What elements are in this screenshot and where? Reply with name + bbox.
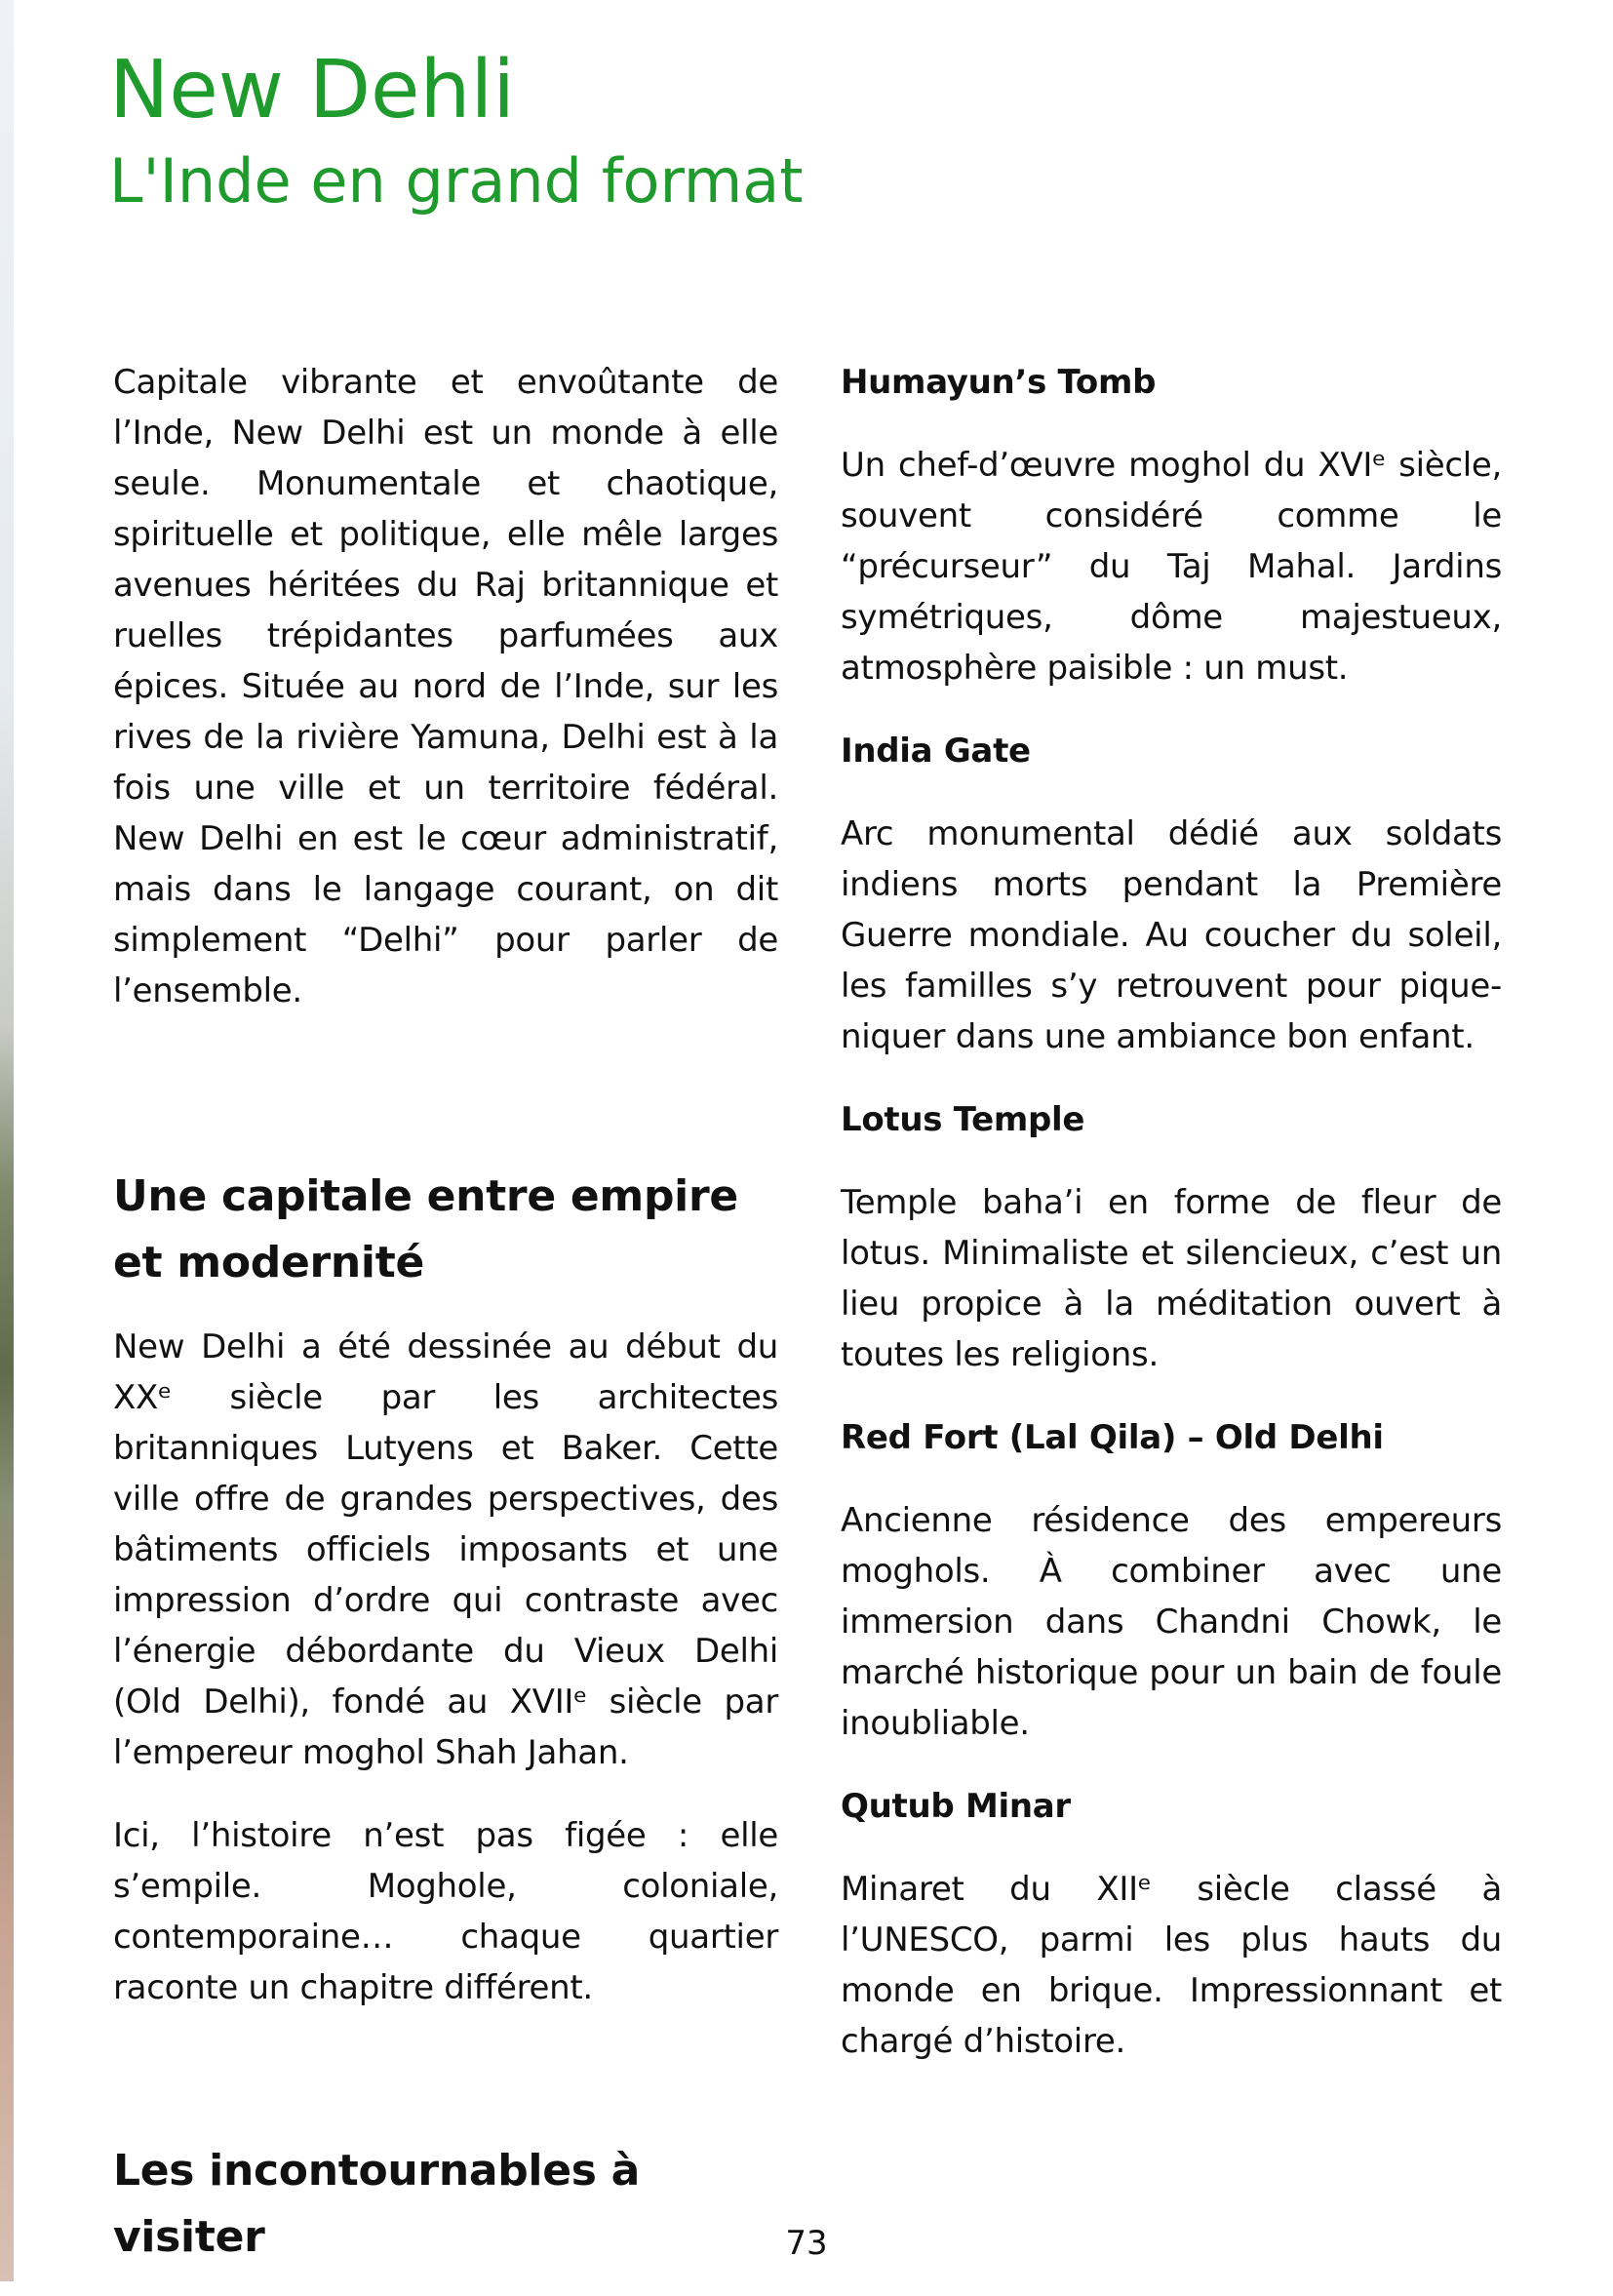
left-column xyxy=(113,357,778,2296)
capital-paragraph-1: New Delhi a été dessinée au début du XXᵉ siècle par les architectes britanniques Lutyens et Baker. Cette ville offre de grandes perspectives, des bâtiments officiels imposants et une impression d’ordre qui contraste avec l’énergie débordante du Vieux Delhi (Old Delhi), fondé au XVIIᵉ siècle par l’empereur moghol Shah Jahan. xyxy=(113,1327,778,1772)
place-heading-humayun: Humayun’s Tomb xyxy=(841,363,1157,402)
page-subtitle: L'Inde en grand format xyxy=(109,145,804,218)
place-heading-red-fort: Red Fort (Lal Qila) – Old Delhi xyxy=(841,1418,1384,1457)
place-heading-lotus-temple: Lotus Temple xyxy=(841,1100,1085,1139)
place-text-humayun: Un chef-d’œuvre moghol du XVIᵉ siècle, souvent considéré comme le “précurseur” du Taj Mahal. Jardins symétriques, dôme majestueux, atmosphère paisible : un must. xyxy=(841,446,1502,688)
section-heading-capital: Une capitale entre empire et modernité xyxy=(113,1171,738,1287)
place-heading-india-gate: India Gate xyxy=(841,732,1031,771)
place-text-india-gate: Arc monumental dédié aux soldats indiens morts pendant la Première Guerre mondiale. Au coucher du soleil, les familles s’y retrouvent pour pique-niquer dans une ambiance bon enfant. xyxy=(841,814,1502,1056)
place-text-qutub-minar: Minaret du XIIᵉ siècle classé à l’UNESCO, parmi les plus hauts du monde en brique. Impressionnant et chargé d’histoire. xyxy=(841,1870,1502,2061)
intro-paragraph: Capitale vibrante et envoûtante de l’Inde, New Delhi est un monde à elle seule. Monumentale et chaotique, spirituelle et politique, elle mêle larges avenues héritées du Raj britannique et ruelles trépidantes parfumées aux épices. Située au nord de l’Inde, sur les rives de la rivière Yamuna, Delhi est à la fois une ville et un territoire fédéral. New Delhi en est le cœur administratif, mais dans le langage courant, on dit simplement “Delhi” pour parler de l’ensemble. xyxy=(113,363,778,1010)
edge-photo-strip xyxy=(0,0,14,2281)
place-text-lotus-temple: Temple baha’i en forme de fleur de lotus. Minimaliste et silencieux, c’est un lieu propice à la méditation ouvert à toutes les religions. xyxy=(841,1183,1502,1374)
right-column xyxy=(841,357,1502,2099)
place-heading-qutub-minar: Qutub Minar xyxy=(841,1787,1071,1826)
page-title: New Dehli xyxy=(109,44,516,137)
section-heading-must-see: Les incontournables à visiter xyxy=(113,2146,641,2262)
capital-paragraph-2: Ici, l’histoire n’est pas figée : elle s’empile. Moghole, coloniale, contemporaine… chaque quartier raconte un chapitre différent. xyxy=(113,1816,778,2007)
page-number: 73 xyxy=(785,2224,828,2263)
page-header xyxy=(109,44,804,218)
place-text-red-fort: Ancienne résidence des empereurs moghols. À combiner avec une immersion dans Chandni Chowk, le marché historique pour un bain de foule inoubliable. xyxy=(841,1501,1502,1743)
